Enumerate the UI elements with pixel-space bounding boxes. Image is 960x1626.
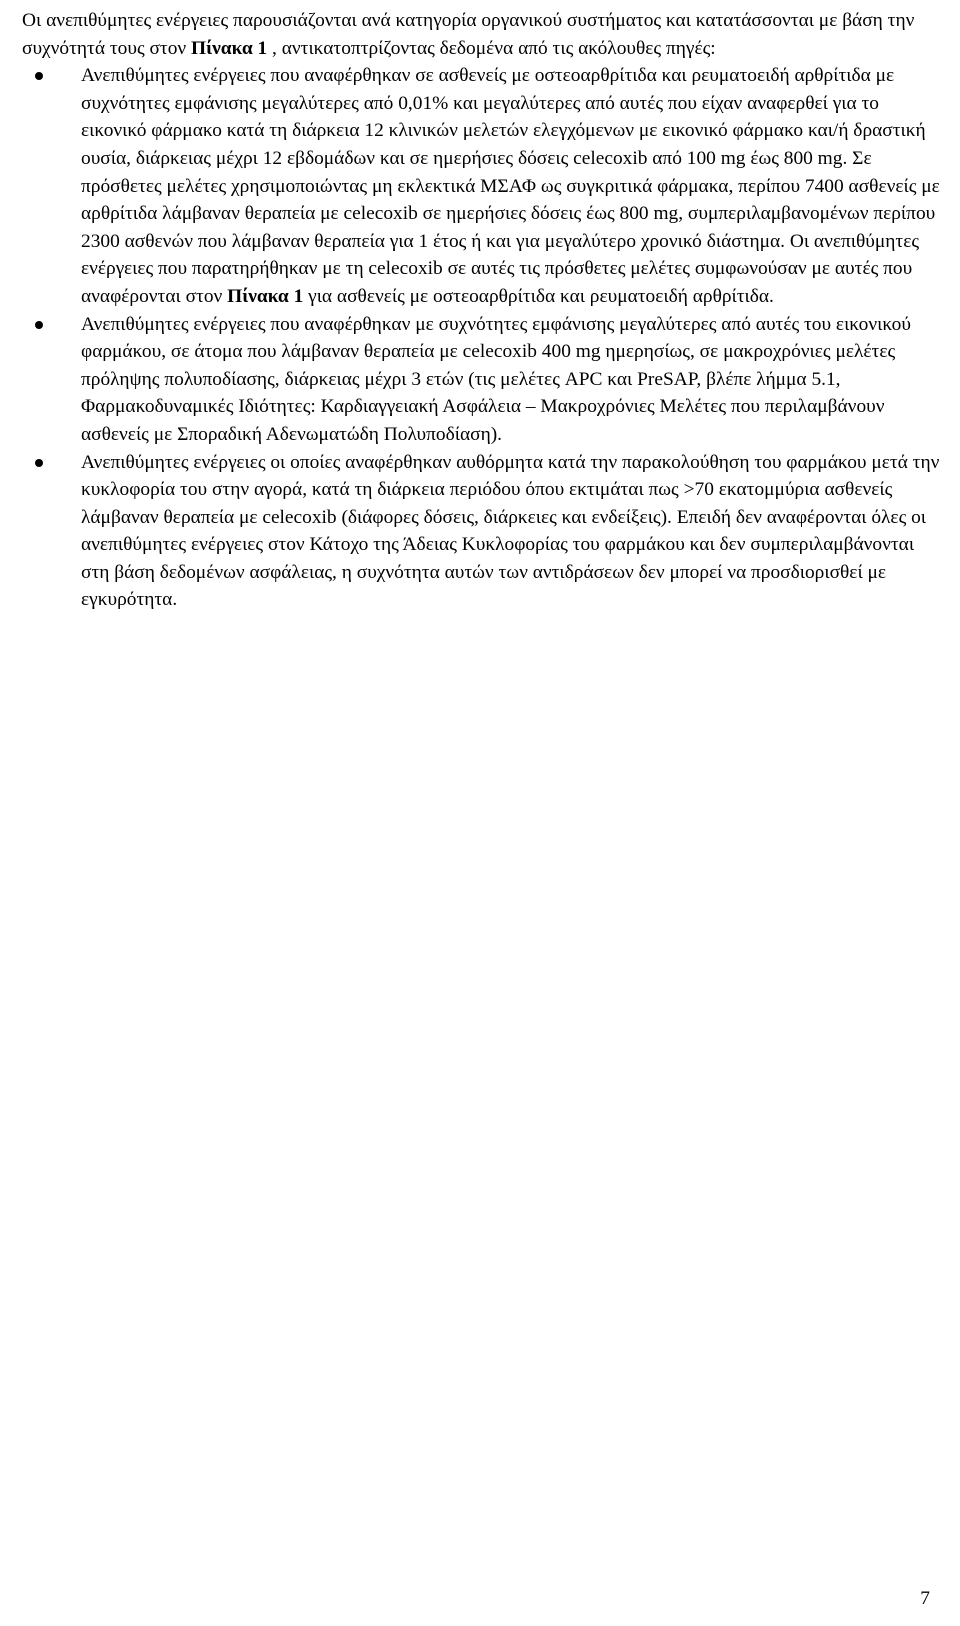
bullet-item-post-marketing [22, 449, 944, 615]
bullet-text-end: για ασθενείς με οστεοαρθρίτιδα και ρευματοειδή αρθρίτιδα. [303, 285, 774, 307]
bullet-text: Ανεπιθύμητες ενέργειες που αναφέρθηκαν σε ασθενείς με οστεοαρθρίτιδα και ρευματοειδή αρθρίτιδα με συχνότητες εμφάνισης μεγαλύτερες από 0,01% και μεγαλύτερες από αυτές που είχαν αναφερθεί για το εικονικό φάρμακο κατά τη διάρκεια 12 κλινικών μελετών ελεγχόμενων με εικονικό φάρμακο και/ή δραστική ουσία, διάρκειας μέχρι 12 εβδομάδων και σε ημερήσιες δόσεις celecoxib από 100 mg έως 800 mg. Σε πρόσθετες μελέτες χρησιμοποιώντας μη εκλεκτικά ΜΣΑΦ ως συγκριτικά φάρμακα, περίπου 7400 ασθενείς με αρθρίτιδα λάμβαναν θεραπεία με celecoxib σε ημερήσιες δόσεις έως 800 mg, συμπεριλαμβανομένων περίπου 2300 ασθενών που λάμβαναν θεραπεία για 1 έτος ή και για μεγαλύτερο χρονικό διάστημα. Οι ανεπιθύμητες ενέργειες που παρατηρήθηκαν με τη celecoxib σε αυτές τις πρόσθετες μελέτες συμφωνούσαν με αυτές που αναφέρονται στον [81, 65, 940, 307]
page-number: 7 [920, 1588, 930, 1609]
document-page [22, 7, 944, 614]
bullet-text: Ανεπιθύμητες ενέργειες που αναφέρθηκαν με συχνότητες εμφάνισης μεγαλύτερες από αυτές του εικονικού φαρμάκου, σε άτομα που λάμβαναν θεραπεία με celecoxib 400 mg ημερησίως, σε μακροχρόνιες μελέτες πρόληψης πολυποδίασης, διάρκειας μέχρι 3 ετών (τις μελέτες APC και PreSAP, βλέπε λήμμα 5.1, Φαρμακοδυναμικές Ιδιότητες: Καρδιαγγειακή Ασφάλεια – Μακροχρόνιες Μελέτες που περιλαμβάνουν ασθενείς με Σποραδική Αδενωματώδη Πολυποδίαση). [81, 313, 911, 445]
bullet-dot-icon [35, 321, 43, 329]
intro-paragraph [22, 7, 944, 62]
bullet-dot-icon [35, 459, 43, 467]
bullet-item-polyp-prevention-studies [22, 311, 944, 449]
intro-text-before: Οι ανεπιθύμητες ενέργειες παρουσιάζονται ανά κατηγορία οργανικού συστήματος και κατατάσσονται με βάση την συχνότητά τους στον [22, 10, 915, 59]
bullet-bold-reference: Πίνακα 1 [227, 285, 304, 307]
table-reference-bold: Πίνακα 1 [191, 37, 268, 59]
bullet-item-clinical-trials [22, 62, 944, 310]
bullet-text: Ανεπιθύμητες ενέργειες οι οποίες αναφέρθηκαν αυθόρμητα κατά την παρακολούθηση του φαρμάκου μετά την κυκλοφορία του στην αγορά, κατά τη διάρκεια περιόδου όπου εκτιμάται πως >70 εκατομμύρια ασθενείς λάμβαναν θεραπεία με celecoxib (διάφορες δόσεις, διάρκειες και ενδείξεις). Επειδή δεν αναφέρονται όλες οι ανεπιθύμητες ενέργειες στον Κάτοχο της Άδειας Κυκλοφορίας του φαρμάκου και δεν συμπεριλαμβάνονται στη βάση δεδομένων ασφάλειας, η συχνότητα αυτών των αντιδράσεων δεν μπορεί να προσδιορισθεί με εγκυρότητα. [81, 451, 940, 611]
intro-text-after: , αντικατοπτρίζοντας δεδομένα από τις ακόλουθες πηγές: [267, 37, 716, 59]
sources-bullet-list [22, 62, 944, 614]
bullet-dot-icon [35, 72, 43, 80]
